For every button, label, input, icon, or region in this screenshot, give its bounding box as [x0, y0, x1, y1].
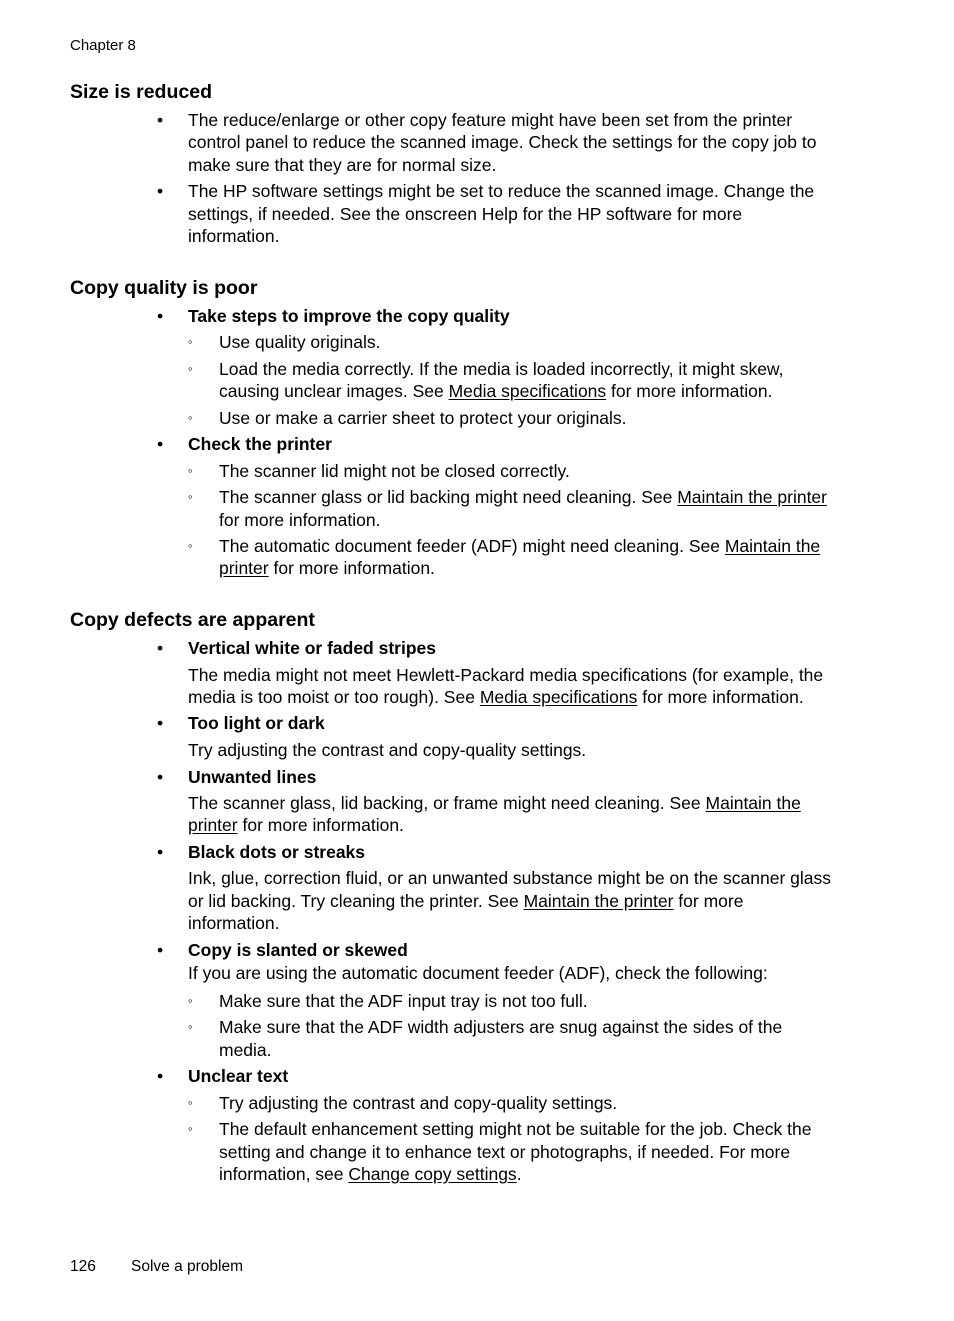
- subheading-slanted: Copy is slanted or skewed: [188, 940, 408, 960]
- link-maintain-printer[interactable]: Maintain the: [705, 793, 801, 813]
- text-run: The scanner glass or lid backing might need cleaning. See: [219, 487, 678, 507]
- paragraph-line: make sure that they are for normal size.: [188, 155, 497, 175]
- text-run: for more: [673, 891, 744, 911]
- bullet-marker: •: [157, 842, 164, 862]
- paragraph-line: If you are using the automatic document feeder (ADF), check the following:: [188, 963, 768, 983]
- paragraph-line: Make sure that the ADF width adjusters are snug against the sides of the: [219, 1017, 783, 1037]
- paragraph-line: [188, 792, 801, 814]
- text-run: The scanner glass, lid backing, or frame might need cleaning. See: [188, 793, 706, 813]
- paragraph-line: Make sure that the ADF input tray is not too full.: [219, 991, 588, 1011]
- paragraph-line: The scanner lid might not be closed correctly.: [219, 461, 570, 481]
- bullet-marker: •: [157, 181, 164, 201]
- link-media-specifications[interactable]: Media specifications: [479, 687, 638, 707]
- sub-bullet-marker: ◦: [188, 489, 193, 504]
- sub-bullet-marker: ◦: [188, 1121, 193, 1136]
- paragraph-line: information.: [188, 913, 280, 933]
- paragraph-line: Use or make a carrier sheet to protect your originals.: [219, 408, 627, 428]
- sub-bullet-marker: ◦: [188, 334, 193, 349]
- paragraph-line: Load the media correctly. If the media is loaded incorrectly, it might skew,: [219, 359, 784, 379]
- heading-copy-quality-poor: Copy quality is poor: [70, 277, 258, 299]
- subheading-stripes: Vertical white or faded stripes: [188, 638, 436, 658]
- text-run: .: [516, 1164, 522, 1184]
- link-change-copy-settings[interactable]: Change copy settings: [348, 1164, 517, 1184]
- paragraph-line: [188, 686, 804, 708]
- text-run: or lid backing. Try cleaning the printer. See: [188, 891, 524, 911]
- paragraph-line: The HP software settings might be set to reduce the scanned image. Change the: [188, 181, 815, 201]
- text-run: causing unclear images. See: [219, 381, 449, 401]
- paragraph-line: Try adjusting the contrast and copy-quality settings.: [219, 1093, 618, 1113]
- paragraph-line: Try adjusting the contrast and copy-quality settings.: [188, 740, 587, 760]
- bullet-marker: •: [157, 434, 164, 454]
- subheading-unwanted-lines: Unwanted lines: [188, 767, 317, 787]
- paragraph-line: The reduce/enlarge or other copy feature might have been set from the printer: [188, 110, 793, 130]
- heading-copy-defects: Copy defects are apparent: [70, 609, 315, 631]
- sub-bullet-marker: ◦: [188, 463, 193, 478]
- paragraph-line: [219, 1163, 522, 1185]
- paragraph-line: The default enhancement setting might not be suitable for the job. Check the: [219, 1119, 812, 1139]
- paragraph-line: [219, 535, 820, 557]
- paragraph-line: information.: [188, 226, 280, 246]
- sub-bullet-marker: ◦: [188, 538, 193, 553]
- bullet-marker: •: [157, 713, 164, 733]
- paragraph-line: media.: [219, 1040, 272, 1060]
- paragraph-line: Use quality originals.: [219, 332, 381, 352]
- paragraph-line: control panel to reduce the scanned image. Check the settings for the copy job to: [188, 132, 817, 152]
- text-run: for more information.: [268, 558, 435, 578]
- text-run: for more information.: [637, 687, 804, 707]
- subheading-check-printer: Check the printer: [188, 434, 332, 454]
- chapter-header: Chapter 8: [70, 37, 136, 54]
- page-number: 126: [70, 1258, 96, 1275]
- bullet-marker: •: [157, 638, 164, 658]
- text-run: for more information.: [606, 381, 773, 401]
- paragraph-line: settings, if needed. See the onscreen Help for the HP software for more: [188, 204, 743, 224]
- footer-section-title: Solve a problem: [131, 1258, 244, 1275]
- paragraph-line: Ink, glue, correction fluid, or an unwanted substance might be on the scanner glass: [188, 868, 832, 888]
- paragraph-line: [188, 814, 404, 836]
- paragraph-line: [219, 557, 435, 579]
- subheading-too-light: Too light or dark: [188, 713, 325, 733]
- text-run: information, see: [219, 1164, 349, 1184]
- bullet-marker: •: [157, 767, 164, 787]
- bullet-marker: •: [157, 940, 164, 960]
- bullet-marker: •: [157, 1066, 164, 1086]
- paragraph-line: The media might not meet Hewlett-Packard media specifications (for example, the: [188, 665, 824, 685]
- subheading-improve-quality: Take steps to improve the copy quality: [188, 306, 510, 326]
- paragraph-line: [188, 890, 743, 912]
- heading-size-reduced: Size is reduced: [70, 81, 212, 103]
- sub-bullet-marker: ◦: [188, 361, 193, 376]
- paragraph-line: [219, 380, 772, 402]
- link-maintain-printer[interactable]: printer: [188, 815, 238, 835]
- paragraph-line: [219, 486, 827, 508]
- subheading-unclear-text: Unclear text: [188, 1066, 289, 1086]
- bullet-marker: •: [157, 110, 164, 130]
- sub-bullet-marker: ◦: [188, 1095, 193, 1110]
- link-media-specifications[interactable]: Media specifications: [448, 381, 607, 401]
- link-maintain-printer[interactable]: Maintain the printer: [677, 487, 827, 507]
- sub-bullet-marker: ◦: [188, 1019, 193, 1034]
- sub-bullet-marker: ◦: [188, 993, 193, 1008]
- link-maintain-printer[interactable]: Maintain the printer: [523, 891, 674, 911]
- sub-bullet-marker: ◦: [188, 410, 193, 425]
- link-maintain-printer[interactable]: printer: [219, 558, 269, 578]
- paragraph-line: setting and change it to enhance text or photographs, if needed. For more: [219, 1142, 791, 1162]
- paragraph-line: for more information.: [219, 510, 381, 530]
- subheading-black-dots: Black dots or streaks: [188, 842, 366, 862]
- text-run: for more information.: [237, 815, 404, 835]
- text-run: media is too moist or too rough). See: [188, 687, 480, 707]
- bullet-marker: •: [157, 306, 164, 326]
- text-run: The automatic document feeder (ADF) might need cleaning. See: [219, 536, 725, 556]
- link-maintain-printer[interactable]: Maintain the: [724, 536, 821, 556]
